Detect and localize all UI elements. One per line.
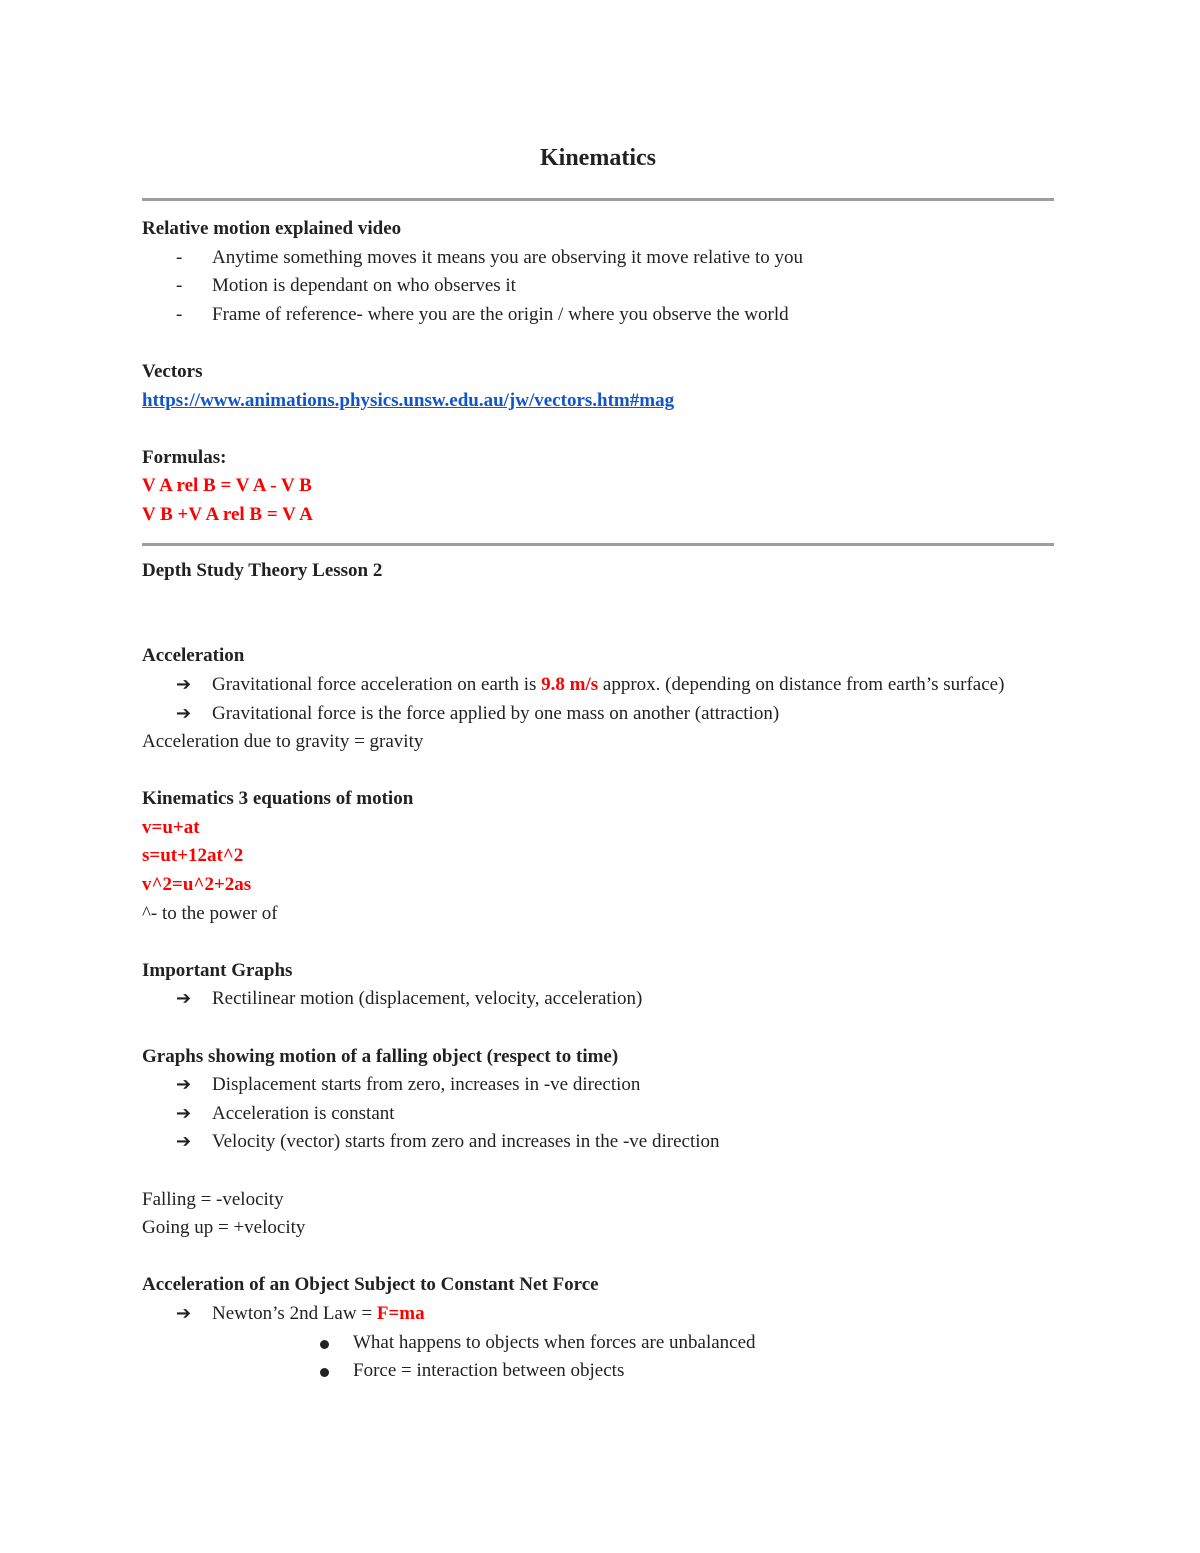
bullet-icon xyxy=(320,1340,329,1349)
relative-motion-list xyxy=(142,244,1054,330)
list-item: Force = interaction between objects xyxy=(142,1357,1054,1386)
graphs-list xyxy=(142,985,1054,1014)
list-item: What happens to objects when forces are unbalanced xyxy=(142,1329,1054,1358)
dash-marker: - xyxy=(176,303,183,325)
horizontal-rule xyxy=(142,543,1054,546)
newton-formula: F=ma xyxy=(376,1302,425,1324)
acceleration-note: Acceleration due to gravity = gravity xyxy=(142,731,424,753)
going-up-line: Going up = +velocity xyxy=(142,1217,306,1239)
equation-line: v^2=u^2+2as xyxy=(142,874,252,896)
formula-line: V B +V A rel B = V A xyxy=(142,503,313,525)
list-item: ➔ Displacement starts from zero, increases in -ve direction xyxy=(142,1071,1054,1100)
list-item: - Frame of reference- where you are the origin / where you observe the world xyxy=(142,301,1054,330)
acceleration-heading: Acceleration xyxy=(142,645,245,667)
net-force-sublist xyxy=(142,1329,1054,1386)
arrow-icon: ➔ xyxy=(176,673,192,695)
equation-line: v=u+at xyxy=(142,816,200,838)
formulas-heading: Formulas: xyxy=(142,446,227,468)
falling-list xyxy=(142,1071,1054,1157)
list-item: ➔ Acceleration is constant xyxy=(142,1100,1054,1129)
depth-study-heading: Depth Study Theory Lesson 2 xyxy=(142,559,383,581)
gravity-value: 9.8 m/s xyxy=(541,673,599,695)
list-item: ➔ Velocity (vector) starts from zero and increases in the -ve direction xyxy=(142,1128,1054,1157)
document-title: Kinematics xyxy=(540,145,656,171)
acceleration-list xyxy=(142,671,1054,728)
equation-line: s=ut+12at^2 xyxy=(142,845,244,867)
horizontal-rule xyxy=(142,198,1054,201)
arrow-icon: ➔ xyxy=(176,1102,192,1124)
arrow-icon: ➔ xyxy=(176,1074,192,1096)
equations-heading: Kinematics 3 equations of motion xyxy=(142,788,414,810)
net-force-list xyxy=(142,1300,1054,1329)
dash-marker: - xyxy=(176,246,183,268)
vectors-heading: Vectors xyxy=(142,360,203,382)
arrow-icon: ➔ xyxy=(176,988,192,1010)
list-item: ➔ Newton’s 2nd Law = F=ma xyxy=(142,1300,1054,1329)
net-force-heading: Acceleration of an Object Subject to Constant Net Force xyxy=(142,1274,599,1296)
list-item: - Motion is dependant on who observes it xyxy=(142,272,1054,301)
dash-marker: - xyxy=(176,275,183,297)
arrow-icon: ➔ xyxy=(176,1131,192,1153)
graphs-heading: Important Graphs xyxy=(142,959,293,981)
falling-line: Falling = -velocity xyxy=(142,1188,284,1210)
document-body xyxy=(142,140,1054,1386)
formula-line: V A rel B = V A - V B xyxy=(142,475,312,497)
relative-motion-heading: Relative motion explained video xyxy=(142,218,402,239)
arrow-icon: ➔ xyxy=(176,702,192,724)
vectors-link[interactable]: https://www.animations.physics.unsw.edu.au/jw/vectors.htm#mag xyxy=(142,389,675,411)
list-item: ➔ Gravitational force is the force applied by one mass on another (attraction) xyxy=(142,700,1054,729)
list-item: ➔ Gravitational force acceleration on earth is 9.8 m/s approx. (depending on distance from earth’s surface) xyxy=(142,671,1054,700)
list-item: ➔ Rectilinear motion (displacement, velocity, acceleration) xyxy=(142,985,1054,1014)
arrow-icon: ➔ xyxy=(176,1302,192,1324)
list-item: - Anytime something moves it means you are observing it move relative to you xyxy=(142,244,1054,273)
equations-note: ^- to the power of xyxy=(142,902,278,924)
falling-heading: Graphs showing motion of a falling object (respect to time) xyxy=(142,1045,619,1067)
bullet-icon xyxy=(320,1368,329,1377)
